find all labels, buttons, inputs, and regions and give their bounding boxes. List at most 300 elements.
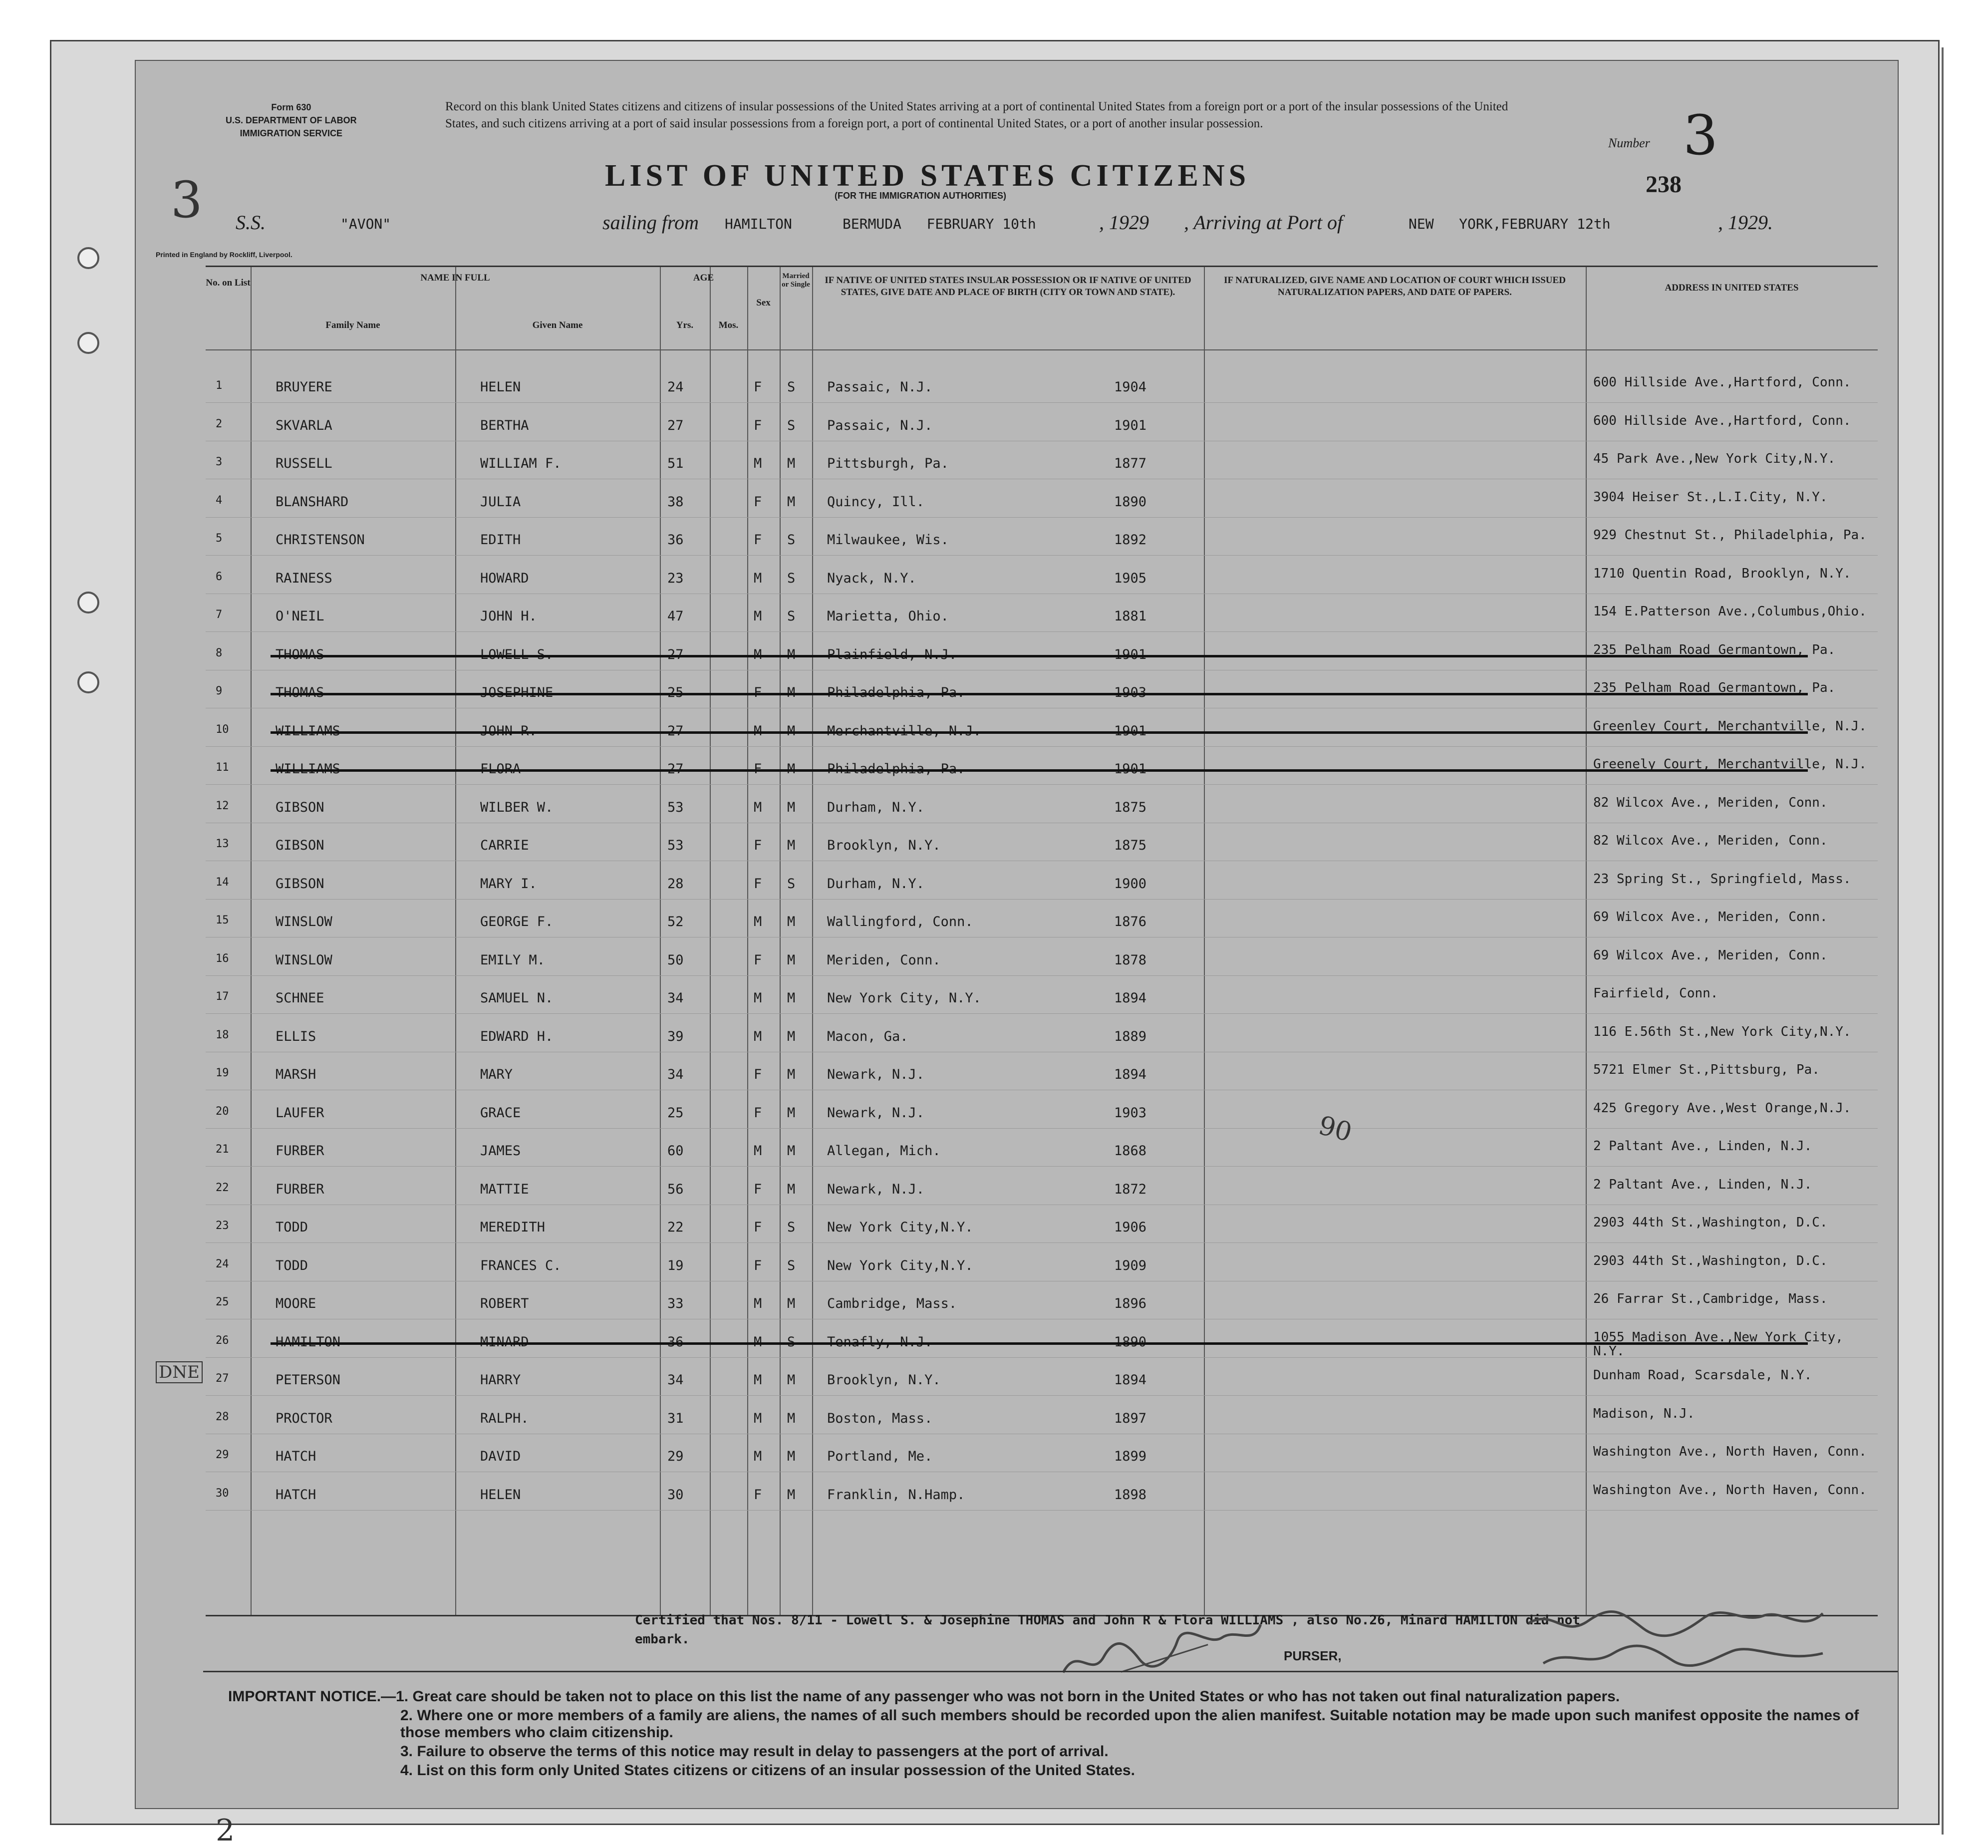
birth-place: New York City,N.Y.	[827, 1257, 973, 1273]
address: 2 Paltant Ave., Linden, N.J.	[1593, 1177, 1812, 1192]
marital-status: M	[787, 1487, 796, 1503]
marital-status: S	[787, 570, 796, 586]
sex: M	[754, 914, 762, 929]
marital-status: M	[787, 456, 796, 471]
family-name: TODD	[276, 1220, 308, 1235]
printer-credit: Printed in England by Rockliff, Liverpool.	[156, 251, 292, 259]
birth-place: Wallingford, Conn.	[827, 914, 973, 929]
address: Fairfield, Conn.	[1593, 986, 1718, 1001]
row-number: 27	[216, 1372, 229, 1385]
important-notice	[228, 1688, 1875, 1781]
family-name: FURBER	[276, 1181, 324, 1197]
arriving-port: NEW YORK,FEBRUARY 12th	[1409, 216, 1611, 232]
given-name: JOHN H.	[480, 609, 537, 624]
sex: F	[754, 1067, 762, 1082]
year-2: , 1929.	[1718, 211, 1773, 234]
given-name: GEORGE F.	[480, 914, 554, 929]
age: 52	[667, 914, 684, 929]
birth-year: 1898	[1114, 1487, 1147, 1503]
age: 53	[667, 838, 684, 853]
address: 235 Pelham Road Germantown, Pa.	[1593, 642, 1836, 657]
age: 19	[667, 1257, 684, 1273]
family-name: MOORE	[276, 1296, 316, 1311]
marital-status: M	[787, 494, 796, 510]
given-name: LOWELL S.	[480, 646, 554, 662]
family-name: O'NEIL	[276, 609, 324, 624]
birth-year: 1894	[1114, 1372, 1147, 1388]
row-number: 15	[216, 914, 229, 926]
sex: M	[754, 646, 762, 662]
col-address: ADDRESS IN UNITED STATES	[1665, 283, 1799, 293]
given-name: EMILY M.	[480, 952, 546, 968]
inspector-signature	[1523, 1603, 1843, 1685]
sex: F	[754, 1487, 762, 1503]
birth-place: Philadelphia, Pa.	[827, 761, 965, 777]
sex: M	[754, 456, 762, 471]
page-title: LIST OF UNITED STATES CITIZENS	[605, 159, 1250, 193]
address: 5721 Elmer St.,Pittsburg, Pa.	[1593, 1062, 1820, 1077]
address: 2903 44th St.,Washington, D.C.	[1593, 1215, 1828, 1230]
birth-year: 1905	[1114, 570, 1147, 586]
marital-status: S	[787, 532, 796, 548]
address: 1710 Quentin Road, Brooklyn, N.Y.	[1593, 566, 1851, 581]
marital-status: M	[787, 1105, 796, 1121]
row-number: 11	[216, 761, 229, 774]
given-name: FRANCES C.	[480, 1257, 562, 1273]
given-name: HARRY	[480, 1372, 521, 1388]
row-rule	[206, 1166, 1878, 1167]
address: 235 Pelham Road Germantown, Pa.	[1593, 680, 1836, 695]
marital-status: M	[787, 1449, 796, 1464]
row-number: 30	[216, 1487, 229, 1500]
age: 60	[667, 1143, 684, 1159]
family-name: RAINESS	[276, 570, 332, 586]
purser-label: PURSER,	[1284, 1648, 1342, 1663]
row-number: 26	[216, 1334, 229, 1347]
birth-place: Allegan, Mich.	[827, 1143, 941, 1159]
marital-status: M	[787, 1067, 796, 1082]
family-name: HATCH	[276, 1487, 316, 1503]
age: 34	[667, 1372, 684, 1388]
row-rule	[206, 1395, 1878, 1396]
marital-status: M	[787, 1372, 796, 1388]
marital-status: M	[787, 1028, 796, 1044]
age: 23	[667, 570, 684, 586]
birth-place: Passaic, N.J.	[827, 379, 933, 395]
birth-year: 1875	[1114, 838, 1147, 853]
sex: F	[754, 685, 762, 700]
row-rule	[206, 402, 1878, 403]
marital-status: M	[787, 1143, 796, 1159]
given-name: DAVID	[480, 1449, 521, 1464]
birth-place: New York City,N.Y.	[827, 1220, 973, 1235]
marital-status: M	[787, 723, 796, 739]
row-number: 12	[216, 799, 229, 812]
row-number: 1	[216, 379, 223, 392]
row-rule	[206, 784, 1878, 785]
col-native: IF NATIVE OF UNITED STATES INSULAR POSSESSION OR IF NATIVE OF UNITED STATES, GIVE DATE AND PLACE OF BIRTH (CITY OR TOWN AND STATE).	[825, 275, 1191, 298]
row-number: 3	[216, 456, 223, 468]
sex: M	[754, 990, 762, 1006]
age: 31	[667, 1410, 684, 1426]
row-rule	[206, 1510, 1878, 1511]
address: 45 Park Ave.,New York City,N.Y.	[1593, 451, 1836, 466]
intro-text: Record on this blank United States citizens and citizens of insular possessions of the United States arriving at a port of continental United States from a foreign port or a port of the insular possessions of the United States, and such citizens arriving at a port of said insular possessions from a foreign port, a port of continental United States, or a port of another insular possession.	[445, 100, 1508, 130]
family-name: PROCTOR	[276, 1410, 332, 1426]
family-name: WILLIAMS	[276, 723, 341, 739]
address: 600 Hillside Ave.,Hartford, Conn.	[1593, 375, 1851, 390]
birth-year: 1901	[1114, 761, 1147, 777]
age: 33	[667, 1296, 684, 1311]
birth-year: 1894	[1114, 1067, 1147, 1082]
page-subtitle: (FOR THE IMMIGRATION AUTHORITIES)	[835, 191, 1006, 201]
family-name: RUSSELL	[276, 456, 332, 471]
sex: M	[754, 1296, 762, 1311]
given-name: CARRIE	[480, 838, 529, 853]
birth-place: Durham, N.Y.	[827, 799, 925, 815]
family-name: FURBER	[276, 1143, 324, 1159]
family-name: ELLIS	[276, 1028, 316, 1044]
birth-year: 1892	[1114, 532, 1147, 548]
birth-place: Newark, N.J.	[827, 1067, 925, 1082]
col-age: AGE	[693, 273, 714, 283]
col-mos: Mos.	[718, 320, 739, 330]
given-name: GRACE	[480, 1105, 521, 1121]
row-number: 16	[216, 952, 229, 965]
birth-place: Portland, Me.	[827, 1449, 933, 1464]
family-name: WINSLOW	[276, 952, 332, 968]
given-name: JOSEPHINE	[480, 685, 554, 700]
given-name: MEREDITH	[480, 1220, 546, 1235]
birth-year: 1900	[1114, 876, 1147, 892]
family-name: THOMAS	[276, 646, 324, 662]
row-number: 9	[216, 685, 223, 697]
given-name: MARY I.	[480, 876, 537, 892]
address: 1055 Madison Ave.,New York City, N.Y.	[1593, 1329, 1843, 1359]
ship-prefix: S.S.	[236, 211, 266, 234]
birth-year: 1890	[1114, 1334, 1147, 1350]
number-label: Number	[1608, 136, 1650, 150]
given-name: JAMES	[480, 1143, 521, 1159]
row-rule	[206, 746, 1878, 747]
given-name: RALPH.	[480, 1410, 529, 1426]
birth-place: Quincy, Ill.	[827, 494, 925, 510]
birth-year: 1894	[1114, 990, 1147, 1006]
age: 56	[667, 1181, 684, 1197]
birth-year: 1881	[1114, 609, 1147, 624]
row-number: 24	[216, 1257, 229, 1270]
given-name: FLORA	[480, 761, 521, 777]
marital-status: S	[787, 1220, 796, 1235]
birth-place: Milwaukee, Wis.	[827, 532, 949, 548]
given-name: BERTHA	[480, 417, 529, 433]
sex: F	[754, 1257, 762, 1273]
age: 27	[667, 417, 684, 433]
row-number: 21	[216, 1143, 229, 1156]
row-number: 10	[216, 723, 229, 736]
address: 2 Paltant Ave., Linden, N.J.	[1593, 1139, 1812, 1154]
age: 53	[667, 799, 684, 815]
birth-place: Passaic, N.J.	[827, 417, 933, 433]
sex: F	[754, 379, 762, 395]
marital-status: S	[787, 1334, 796, 1350]
row-number: 25	[216, 1296, 229, 1308]
col-given-name: Given Name	[532, 320, 583, 330]
birth-place: Newark, N.J.	[827, 1181, 925, 1197]
address: 3904 Heiser St.,L.I.City, N.Y.	[1593, 489, 1828, 505]
marital-status: S	[787, 379, 796, 395]
col-name-in-full: NAME IN FULL	[420, 273, 490, 283]
birth-year: 1875	[1114, 799, 1147, 815]
marital-status: S	[787, 1257, 796, 1273]
given-name: EDITH	[480, 532, 521, 548]
sex: M	[754, 1143, 762, 1159]
row-rule	[206, 975, 1878, 976]
address: 82 Wilcox Ave., Meriden, Conn.	[1593, 833, 1828, 848]
row-number: 8	[216, 646, 223, 659]
family-name: GIBSON	[276, 799, 324, 815]
binder-hole-icon	[77, 671, 99, 693]
family-name: HATCH	[276, 1449, 316, 1464]
sex: F	[754, 532, 762, 548]
marital-status: M	[787, 952, 796, 968]
given-name: HOWARD	[480, 570, 529, 586]
sex: F	[754, 1220, 762, 1235]
bottom-mark: 2	[216, 1813, 235, 1848]
marital-status: M	[787, 685, 796, 700]
birth-place: Macon, Ga.	[827, 1028, 908, 1044]
age: 51	[667, 456, 684, 471]
family-name: SCHNEE	[276, 990, 324, 1006]
address: 929 Chestnut St., Philadelphia, Pa.	[1593, 528, 1867, 543]
col-naturalized: IF NATURALIZED, GIVE NAME AND LOCATION OF COURT WHICH ISSUED NATURALIZATION PAPERS, AND DATE OF PAPERS.	[1224, 275, 1566, 298]
sex: M	[754, 1372, 762, 1388]
age: 34	[667, 1067, 684, 1082]
sex: F	[754, 838, 762, 853]
birth-place: Brooklyn, N.Y.	[827, 838, 941, 853]
address: Washington Ave., North Haven, Conn.	[1593, 1444, 1867, 1459]
marital-status: S	[787, 876, 796, 892]
sex: F	[754, 1105, 762, 1121]
address: 26 Farrar St.,Cambridge, Mass.	[1593, 1291, 1828, 1306]
address: 600 Hillside Ave.,Hartford, Conn.	[1593, 413, 1851, 428]
birth-place: Pittsburgh, Pa.	[827, 456, 949, 471]
age: 36	[667, 1334, 684, 1350]
age: 36	[667, 532, 684, 548]
age: 24	[667, 379, 684, 395]
marital-status: S	[787, 609, 796, 624]
sex: F	[754, 761, 762, 777]
sex: M	[754, 723, 762, 739]
birth-place: Franklin, N.Hamp.	[827, 1487, 965, 1503]
family-name: THOMAS	[276, 685, 324, 700]
family-name: TODD	[276, 1257, 308, 1273]
given-name: HELEN	[480, 1487, 521, 1503]
row-rule	[206, 555, 1878, 556]
passenger-table	[206, 266, 1878, 1616]
birth-place: New York City, N.Y.	[827, 990, 981, 1006]
number-value: 3	[1683, 103, 1718, 167]
row-number: 28	[216, 1410, 229, 1423]
age: 27	[667, 723, 684, 739]
marital-status: M	[787, 761, 796, 777]
row-rule	[206, 631, 1878, 632]
binder-hole-icon	[77, 332, 99, 354]
row-number: 2	[216, 417, 223, 430]
ship-name: "AVON"	[340, 216, 391, 232]
birth-year: 1868	[1114, 1143, 1147, 1159]
notice-item-4: 4. List on this form only United States citizens or citizens of an insular possession of the United States.	[400, 1762, 1135, 1779]
row-number: 7	[216, 609, 223, 621]
family-name: PETERSON	[276, 1372, 341, 1388]
address: 116 E.56th St.,New York City,N.Y.	[1593, 1024, 1851, 1039]
notice-item-2: 2. Where one or more members of a family are aliens, the names of all such members should be recorded upon the alien manifest. Suitable notation may be made upon such manifest opposite the names of those members who claim citizenship.	[400, 1707, 1859, 1741]
marital-status: M	[787, 1296, 796, 1311]
address: Washington Ave., North Haven, Conn.	[1593, 1482, 1867, 1498]
age: 47	[667, 609, 684, 624]
certification-text: Certified that Nos. 8/11 - Lowell S. & Josephine THOMAS and John R & Flora WILLIAMS , also No.26, Minard HAMILTON did not embark.	[635, 1613, 1581, 1647]
birth-year: 1872	[1114, 1181, 1147, 1197]
family-name: GIBSON	[276, 876, 324, 892]
age: 28	[667, 876, 684, 892]
given-name: HELEN	[480, 379, 521, 395]
birth-place: Merchantville, N.J.	[827, 723, 981, 739]
notice-item-1: 1. Great care should be taken not to place on this list the name of any passenger who was not born in the United States or who has not taken out final naturalization papers.	[396, 1688, 1620, 1705]
row-number: 5	[216, 532, 223, 545]
strike-line	[271, 693, 1808, 695]
strike-line	[271, 769, 1808, 772]
row-number: 4	[216, 494, 223, 507]
binder-hole-icon	[77, 247, 99, 269]
row-number: 19	[216, 1067, 229, 1079]
birth-place: Philadelphia, Pa.	[827, 685, 965, 700]
given-name: MATTIE	[480, 1181, 529, 1197]
given-name: WILLIAM F.	[480, 456, 562, 471]
row-number: 23	[216, 1220, 229, 1232]
birth-place: Durham, N.Y.	[827, 876, 925, 892]
row-rule	[206, 899, 1878, 900]
strike-line	[271, 655, 1808, 657]
birth-year: 1876	[1114, 914, 1147, 929]
arriving-label: , Arriving at Port of	[1184, 211, 1343, 234]
address: 69 Wilcox Ave., Meriden, Conn.	[1593, 910, 1828, 924]
strike-line	[271, 1342, 1808, 1345]
birth-place: Meriden, Conn.	[827, 952, 941, 968]
birth-year: 1901	[1114, 646, 1147, 662]
col-no-on-list: No. on List	[206, 278, 251, 288]
birth-year: 1903	[1114, 1105, 1147, 1121]
address: 69 Wilcox Ave., Meriden, Conn.	[1593, 947, 1828, 963]
sex: F	[754, 494, 762, 510]
page-number: 238	[1646, 171, 1682, 198]
year-1: , 1929	[1099, 211, 1149, 234]
sex: F	[754, 1181, 762, 1197]
age: 27	[667, 646, 684, 662]
family-name: WILLIAMS	[276, 761, 341, 777]
given-name: JULIA	[480, 494, 521, 510]
family-name: CHRISTENSON	[276, 532, 365, 548]
birth-year: 1901	[1114, 723, 1147, 739]
row-number: 13	[216, 838, 229, 850]
handwritten-number: 3	[171, 171, 203, 229]
given-name: MINARD	[480, 1334, 529, 1350]
family-name: GIBSON	[276, 838, 324, 853]
birth-year: 1909	[1114, 1257, 1147, 1273]
birth-place: Tenafly, N.J.	[827, 1334, 933, 1350]
address: Dunham Road, Scarsdale, N.Y.	[1593, 1368, 1812, 1383]
service: IMMIGRATION SERVICE	[240, 128, 343, 138]
marital-status: M	[787, 990, 796, 1006]
birth-place: Plainfield, N.J.	[827, 646, 957, 662]
birth-year: 1890	[1114, 494, 1147, 510]
birth-place: Brooklyn, N.Y.	[827, 1372, 941, 1388]
age: 34	[667, 990, 684, 1006]
birth-year: 1889	[1114, 1028, 1147, 1044]
address: 82 Wilcox Ave., Meriden, Conn.	[1593, 795, 1828, 810]
binder-hole-icon	[77, 592, 99, 614]
sex: F	[754, 417, 762, 433]
marital-status: S	[787, 417, 796, 433]
family-name: HAMILTON	[276, 1334, 341, 1350]
birth-year: 1897	[1114, 1410, 1147, 1426]
marital-status: M	[787, 799, 796, 815]
age: 38	[667, 494, 684, 510]
address: Madison, N.J.	[1593, 1406, 1695, 1421]
sex: M	[754, 1449, 762, 1464]
address: 23 Spring St., Springfield, Mass.	[1593, 871, 1851, 887]
birth-year: 1903	[1114, 685, 1147, 700]
sex: M	[754, 799, 762, 815]
sex: F	[754, 952, 762, 968]
birth-place: Nyack, N.Y.	[827, 570, 916, 586]
address: 154 E.Patterson Ave.,Columbus,Ohio.	[1593, 604, 1867, 619]
form-number: Form 630	[271, 102, 311, 112]
col-family-name: Family Name	[325, 320, 380, 330]
row-number: 29	[216, 1449, 229, 1461]
birth-year: 1877	[1114, 456, 1147, 471]
marital-status: M	[787, 1410, 796, 1426]
family-name: WINSLOW	[276, 914, 332, 929]
family-name: SKVARLA	[276, 417, 332, 433]
given-name: WILBER W.	[480, 799, 554, 815]
notice-heading: IMPORTANT NOTICE.—	[228, 1688, 396, 1705]
birth-year: 1878	[1114, 952, 1147, 968]
sex: F	[754, 876, 762, 892]
row-number: 6	[216, 570, 223, 583]
sailing-from-label: sailing from	[602, 211, 699, 234]
row-number: 14	[216, 876, 229, 889]
given-name: EDWARD H.	[480, 1028, 554, 1044]
age: 39	[667, 1028, 684, 1044]
age: 22	[667, 1220, 684, 1235]
family-name: BLANSHARD	[276, 494, 349, 510]
birth-year: 1904	[1114, 379, 1147, 395]
given-name: MARY	[480, 1067, 513, 1082]
age: 30	[667, 1487, 684, 1503]
sex: M	[754, 1334, 762, 1350]
col-married-single: Married or Single	[782, 272, 810, 289]
family-name: BRUYERE	[276, 379, 332, 395]
age: 29	[667, 1449, 684, 1464]
notice-item-3: 3. Failure to observe the terms of this notice may result in delay to passengers at the port of arrival.	[400, 1743, 1109, 1760]
form-header	[226, 101, 357, 140]
family-name: LAUFER	[276, 1105, 324, 1121]
sex: M	[754, 1410, 762, 1426]
row-rule	[206, 1013, 1878, 1014]
marital-status: M	[787, 914, 796, 929]
row-number: 18	[216, 1028, 229, 1041]
sex: M	[754, 609, 762, 624]
